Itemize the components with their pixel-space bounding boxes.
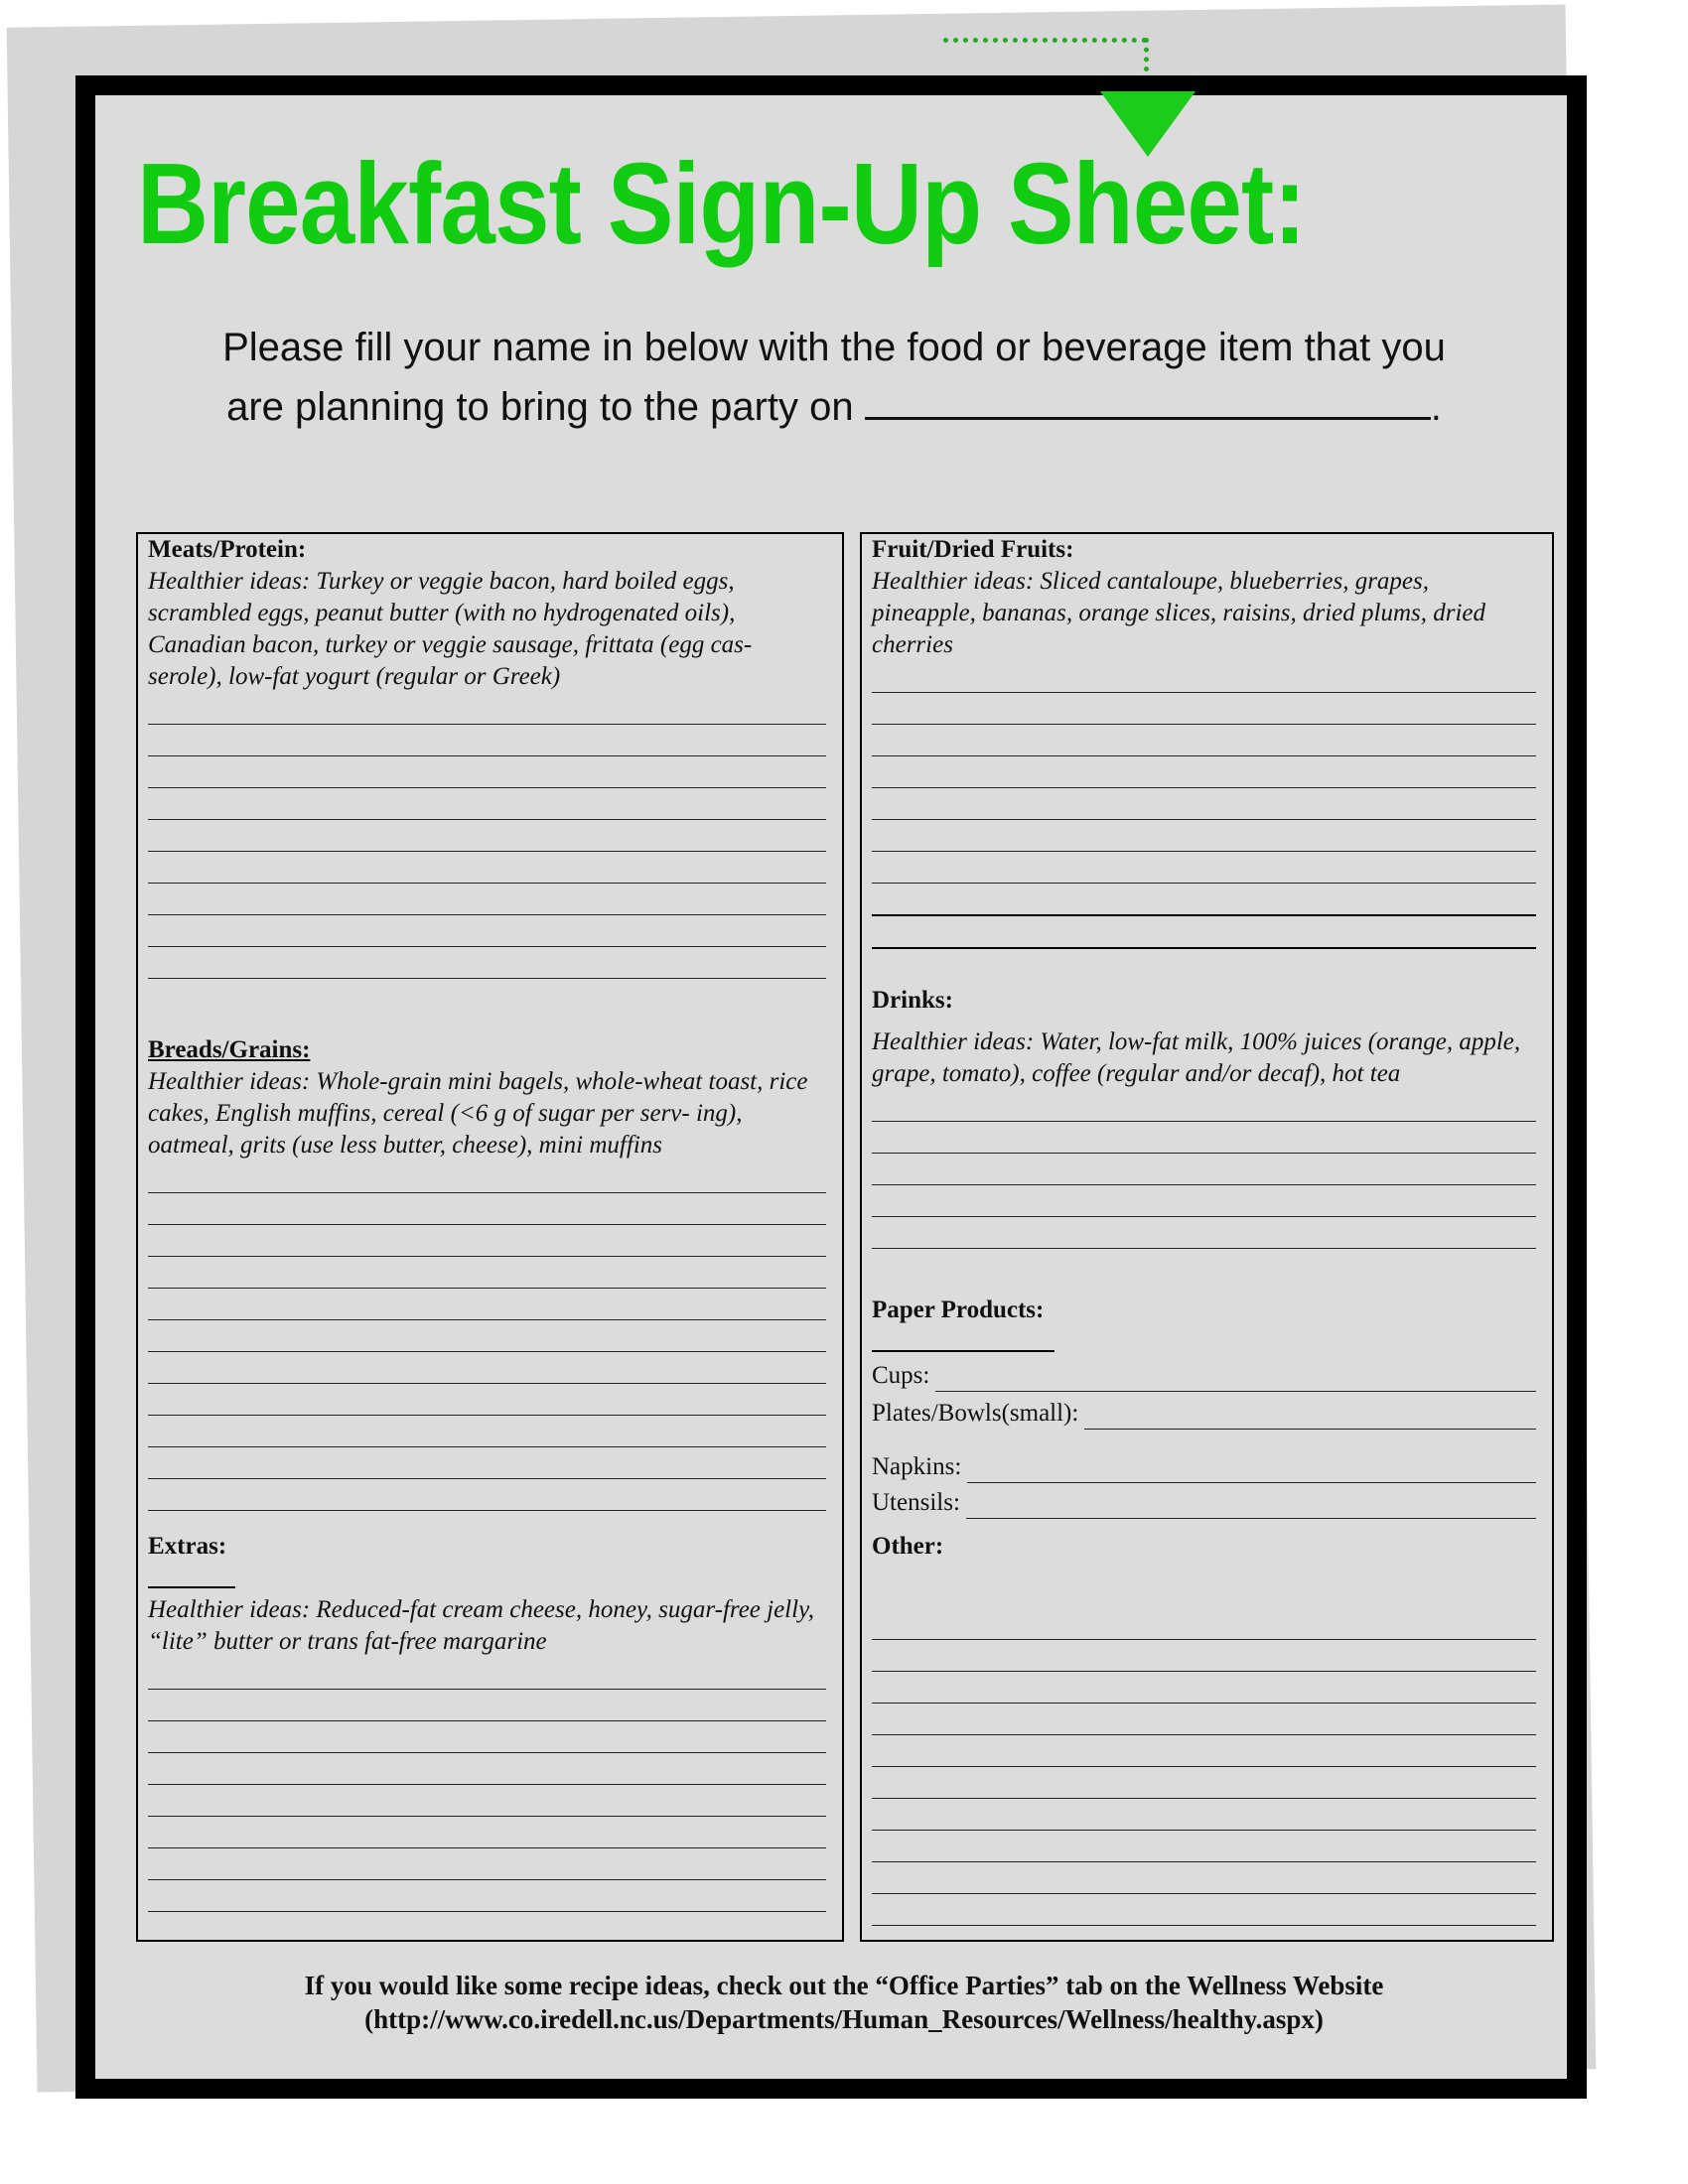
drinks-title: Drinks: [872, 987, 953, 1014]
right-column-box [860, 532, 1554, 1942]
signup-line[interactable] [148, 1352, 826, 1384]
utensils-field[interactable] [966, 1492, 1536, 1519]
fruit-title: Fruit/Dried Fruits: [872, 536, 1074, 563]
dotted-line-decoration [943, 38, 1147, 43]
footer-line-1: If you would like some recipe ideas, check out the “Office Parties” tab on the Wellness Website [304, 1971, 1384, 2000]
signup-line[interactable] [148, 1848, 826, 1880]
fruit-ideas: Healthier ideas: Sliced cantaloupe, blueberries, grapes, pineapple, bananas, orange slices, raisins, dried plums, dried cherries [872, 568, 1486, 658]
breads-signup-lines [148, 1161, 826, 1511]
signup-line[interactable] [872, 693, 1536, 725]
signup-line[interactable] [148, 1721, 826, 1753]
signup-line[interactable] [872, 788, 1536, 820]
meats-ideas: Healthier ideas: Turkey or veggie bacon, hard boiled eggs, scrambled eggs, peanut butter (with no hydrogenated oils), Canadian bacon, turkey or veggie sausage, frittata (egg cas- serole), low-fat yogurt (regular or Greek) [148, 568, 753, 690]
left-column-box [136, 532, 844, 1942]
napkins-field[interactable] [967, 1456, 1536, 1483]
napkins-label: Napkins: [872, 1453, 962, 1480]
signup-line[interactable] [148, 1384, 826, 1416]
extras-signup-lines [148, 1658, 826, 1912]
extras-title: Extras: [148, 1533, 227, 1560]
utensils-row [872, 1487, 1536, 1519]
signup-line[interactable] [872, 1862, 1536, 1894]
signup-line[interactable] [148, 1416, 826, 1447]
signup-line[interactable] [872, 1640, 1536, 1672]
signup-line[interactable] [872, 1894, 1536, 1926]
drinks-signup-lines [872, 1090, 1536, 1249]
meats-signup-lines [148, 693, 826, 979]
signup-line[interactable] [148, 915, 826, 947]
signup-line[interactable] [148, 1289, 826, 1320]
signup-line[interactable] [148, 884, 826, 915]
utensils-label: Utensils: [872, 1489, 960, 1516]
cups-field[interactable] [935, 1365, 1536, 1392]
footer-note [99, 1969, 1589, 2036]
extras-ideas: Healthier ideas: Reduced-fat cream cheese, honey, sugar-free jelly, “lite” butter or trans fat-free margarine [148, 1596, 815, 1655]
intro-period: . [1430, 385, 1442, 429]
plates-row [872, 1398, 1536, 1430]
signup-line[interactable] [148, 1690, 826, 1721]
signup-line[interactable] [148, 1320, 826, 1352]
signup-line[interactable] [148, 1447, 826, 1479]
signup-line[interactable] [148, 1753, 826, 1785]
signup-line[interactable] [148, 788, 826, 820]
signup-line[interactable] [872, 1672, 1536, 1704]
signup-line[interactable] [148, 1479, 826, 1511]
signup-line[interactable] [872, 852, 1536, 884]
signup-line[interactable] [872, 884, 1536, 916]
drinks-section [872, 985, 1536, 1249]
meats-title: Meats/Protein: [148, 536, 307, 563]
signup-line[interactable] [872, 1831, 1536, 1862]
wellness-website-link[interactable]: (http://www.co.iredell.nc.us/Departments/Human_Resources/Wellness/healthy.aspx) [364, 2004, 1324, 2034]
signup-line[interactable] [148, 1817, 826, 1848]
other-signup-lines [872, 1608, 1536, 1926]
extras-title-underline [148, 1563, 235, 1588]
intro-line-2: are planning to bring to the party on [226, 385, 854, 429]
signup-line[interactable] [872, 820, 1536, 852]
plates-label: Plates/Bowls(small): [872, 1400, 1079, 1427]
breads-title: Breads/Grains: [148, 1036, 311, 1063]
signup-line[interactable] [872, 916, 1536, 949]
signup-line[interactable] [148, 1193, 826, 1225]
party-date-field[interactable] [865, 383, 1431, 420]
page-title: Breakfast Sign-Up Sheet: [137, 139, 1306, 268]
intro-line-1: Please fill your name in below with the food or beverage item that you [222, 326, 1446, 369]
signup-line[interactable] [148, 1257, 826, 1289]
signup-line[interactable] [148, 1225, 826, 1257]
signup-line[interactable] [872, 1217, 1536, 1249]
signup-line[interactable] [872, 1735, 1536, 1767]
fruit-signup-lines [872, 661, 1536, 949]
signup-line[interactable] [148, 820, 826, 852]
signup-line[interactable] [872, 1154, 1536, 1185]
signup-line[interactable] [148, 725, 826, 756]
meats-section [148, 534, 826, 979]
cups-label: Cups: [872, 1362, 930, 1389]
napkins-row [872, 1451, 1536, 1483]
other-spacer [872, 1563, 1536, 1608]
signup-line[interactable] [872, 756, 1536, 788]
signup-line[interactable] [148, 947, 826, 979]
signup-line[interactable] [872, 1767, 1536, 1799]
paper-products-section [872, 1295, 1536, 1519]
signup-line[interactable] [148, 852, 826, 884]
signup-line[interactable] [872, 1185, 1536, 1217]
signup-line[interactable] [872, 725, 1536, 756]
extras-section [148, 1531, 826, 1912]
signup-line[interactable] [148, 1658, 826, 1690]
breads-section [148, 1034, 826, 1511]
signup-line[interactable] [148, 1785, 826, 1817]
signup-line[interactable] [872, 1122, 1536, 1154]
other-title: Other: [872, 1533, 944, 1560]
signup-line[interactable] [148, 1161, 826, 1193]
signup-line[interactable] [872, 1799, 1536, 1831]
signup-line[interactable] [148, 756, 826, 788]
dotted-line-decoration-vertical [1144, 38, 1149, 71]
signup-line[interactable] [148, 1880, 826, 1912]
paper-products-title: Paper Products: [872, 1297, 1045, 1323]
signup-line[interactable] [148, 693, 826, 725]
fruit-section [872, 534, 1536, 949]
paper-products-title-underline [872, 1326, 1055, 1352]
other-section [872, 1531, 1536, 1926]
signup-line[interactable] [872, 1704, 1536, 1735]
signup-line[interactable] [872, 661, 1536, 693]
signup-line[interactable] [872, 1090, 1536, 1122]
plates-field[interactable] [1084, 1403, 1536, 1430]
intro-text [139, 318, 1529, 437]
breads-ideas: Healthier ideas: Whole-grain mini bagels, whole-wheat toast, rice cakes, English muffins, cereal (<6 g of sugar per serv- ing), oatmeal, grits (use less butter, cheese), mini muffins [148, 1068, 808, 1159]
drinks-ideas: Healthier ideas: Water, low-fat milk, 100% juices (orange, apple, grape, tomato), coffee (regular and/or decaf), hot tea [872, 1028, 1521, 1087]
cups-row [872, 1360, 1536, 1392]
signup-line[interactable] [872, 1608, 1536, 1640]
